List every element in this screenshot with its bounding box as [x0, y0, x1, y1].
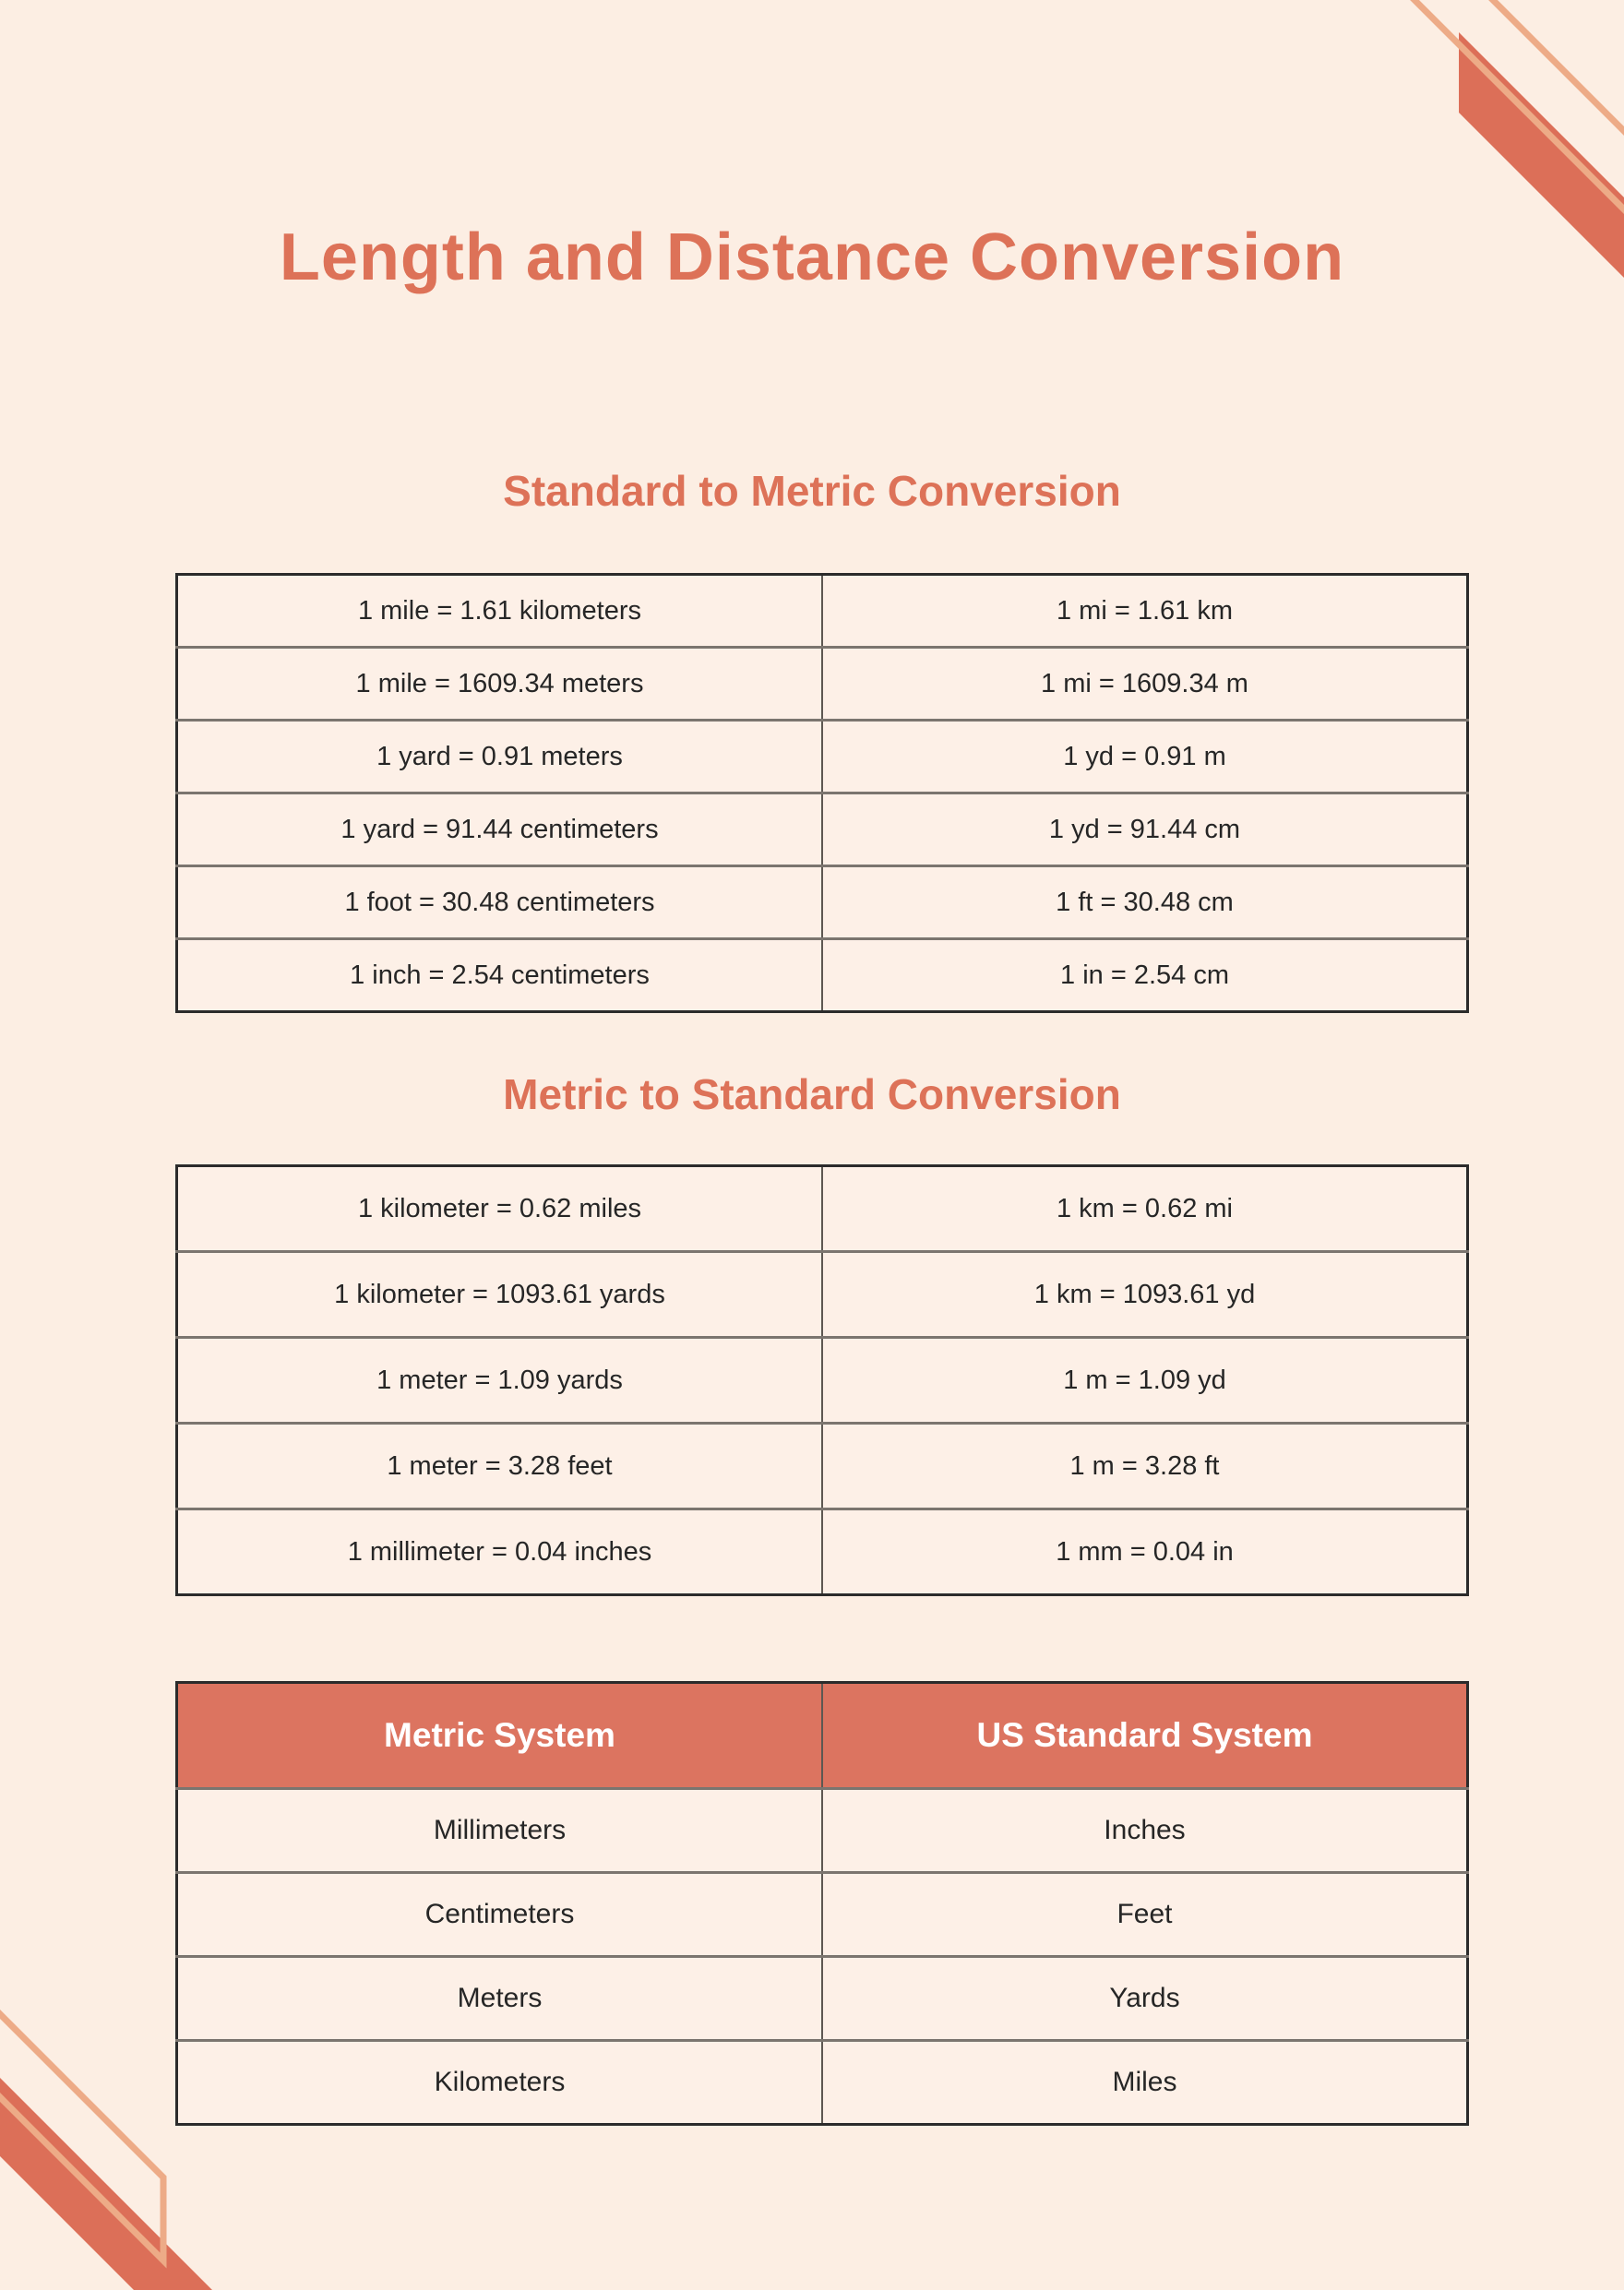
table-cell: 1 meter = 1.09 yards	[177, 1338, 823, 1424]
section-heading-standard-to-metric: Standard to Metric Conversion	[503, 467, 1121, 515]
table-row	[177, 1252, 1468, 1338]
table-row	[177, 575, 1468, 648]
table-cell: Miles	[822, 2041, 1468, 2125]
table-row	[177, 1957, 1468, 2041]
table-cell: 1 mile = 1609.34 meters	[177, 648, 823, 721]
table-cell: 1 foot = 30.48 centimeters	[177, 866, 823, 939]
table-row	[177, 939, 1468, 1012]
measurement-systems-table	[175, 1681, 1469, 2126]
table-cell: 1 km = 1093.61 yd	[822, 1252, 1468, 1338]
table-row	[177, 2041, 1468, 2125]
table-cell: 1 ft = 30.48 cm	[822, 866, 1468, 939]
table-row	[177, 1338, 1468, 1424]
table-row	[177, 648, 1468, 721]
measurement-systems-rows	[177, 1789, 1468, 2125]
table-cell: Inches	[822, 1789, 1468, 1873]
table-row	[177, 1873, 1468, 1957]
table-cell: 1 mile = 1.61 kilometers	[177, 575, 823, 648]
metric-system-header: Metric System	[177, 1683, 823, 1789]
metric-to-standard-table-body	[177, 1166, 1468, 1595]
measurement-systems-table-body	[177, 1683, 1468, 1789]
table-cell: 1 yd = 0.91 m	[822, 721, 1468, 793]
table-cell: 1 in = 2.54 cm	[822, 939, 1468, 1012]
table-cell: 1 yard = 0.91 meters	[177, 721, 823, 793]
table-cell: 1 mm = 0.04 in	[822, 1509, 1468, 1595]
standard-to-metric-table-body	[177, 575, 1468, 1012]
page-title: Length and Distance Conversion	[279, 221, 1345, 294]
table-cell: 1 inch = 2.54 centimeters	[177, 939, 823, 1012]
table-cell: Centimeters	[177, 1873, 823, 1957]
table-cell: 1 km = 0.62 mi	[822, 1166, 1468, 1252]
table-row	[177, 866, 1468, 939]
table-cell: 1 m = 3.28 ft	[822, 1424, 1468, 1509]
table-row	[177, 1424, 1468, 1509]
table-row	[177, 1789, 1468, 1873]
table-cell: Kilometers	[177, 2041, 823, 2125]
table-cell: 1 kilometer = 1093.61 yards	[177, 1252, 823, 1338]
table-cell: 1 kilometer = 0.62 miles	[177, 1166, 823, 1252]
table-row	[177, 1166, 1468, 1252]
section-heading-metric-to-standard: Metric to Standard Conversion	[503, 1070, 1121, 1118]
table-cell: Millimeters	[177, 1789, 823, 1873]
table-cell: 1 mi = 1609.34 m	[822, 648, 1468, 721]
table-header-row	[177, 1683, 1468, 1789]
us-standard-system-header: US Standard System	[822, 1683, 1468, 1789]
table-row	[177, 793, 1468, 866]
table-cell: Feet	[822, 1873, 1468, 1957]
table-cell: 1 yard = 91.44 centimeters	[177, 793, 823, 866]
metric-to-standard-table	[175, 1164, 1469, 1596]
table-cell: Yards	[822, 1957, 1468, 2041]
standard-to-metric-table	[175, 573, 1469, 1013]
table-cell: 1 yd = 91.44 cm	[822, 793, 1468, 866]
table-cell: 1 mi = 1.61 km	[822, 575, 1468, 648]
table-cell: 1 meter = 3.28 feet	[177, 1424, 823, 1509]
table-row	[177, 1509, 1468, 1595]
table-cell: Meters	[177, 1957, 823, 2041]
table-cell: 1 m = 1.09 yd	[822, 1338, 1468, 1424]
table-cell: 1 millimeter = 0.04 inches	[177, 1509, 823, 1595]
table-row	[177, 721, 1468, 793]
